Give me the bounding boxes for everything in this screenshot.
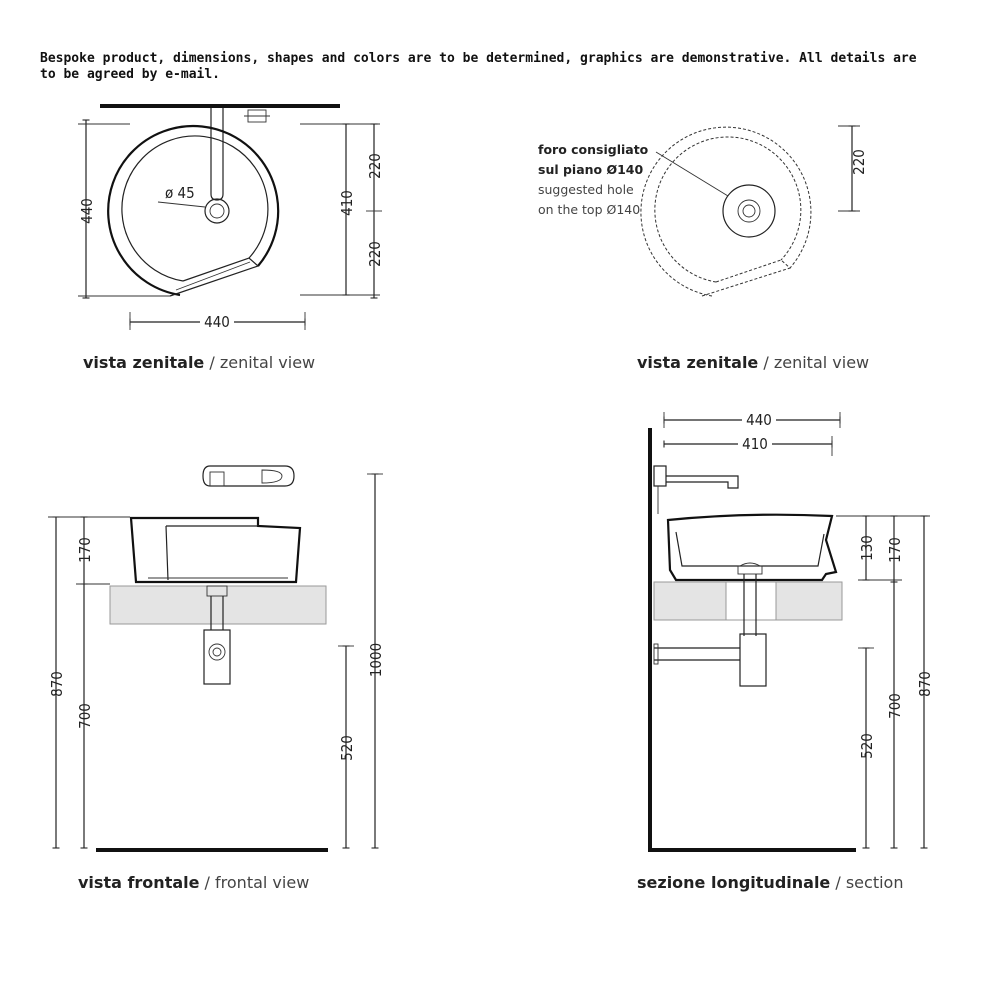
spout <box>211 108 223 200</box>
drain-ring <box>738 200 760 222</box>
dim-depth-130: 130 <box>858 535 876 561</box>
basin-section <box>668 515 836 580</box>
dim-outer-440: 440 <box>746 411 772 429</box>
caption-bottom-right: sezione longitudinale / section <box>637 873 904 892</box>
dim-width-440: 440 <box>204 313 230 331</box>
disclaimer-text: Bespoke product, dimensions, shapes and colors are to be determined, graphics are demonstrative. All details are to be agreed by e-mail. <box>40 51 917 82</box>
dim-inner-410-section: 410 <box>742 435 768 453</box>
basin-outer <box>108 126 278 295</box>
dim-bowl-170-section: 170 <box>886 537 904 563</box>
caption-top-left: vista zenitale / zenital view <box>83 353 316 372</box>
note-it-line-2: sul piano Ø140 <box>538 162 644 177</box>
dim-upper-220: 220 <box>366 153 384 179</box>
dim-drain-520-section: 520 <box>858 733 876 759</box>
countertop <box>110 586 326 624</box>
dim-counter-700: 700 <box>76 703 94 729</box>
note-it-line-1: foro consigliato <box>538 142 649 157</box>
dim-drain-520: 520 <box>338 735 356 761</box>
dim-counter-700-section: 700 <box>886 693 904 719</box>
caption-top-right: vista zenitale / zenital view <box>637 353 870 372</box>
tap-front <box>203 466 294 486</box>
top-right-view <box>538 126 869 372</box>
basin-outline-dashed <box>641 127 811 296</box>
dim-total-870-section: 870 <box>916 671 934 697</box>
siphon-trap <box>204 630 230 684</box>
hole-leader-line <box>656 152 728 196</box>
drain-inner <box>210 204 224 218</box>
dim-upper-220-right: 220 <box>850 149 868 175</box>
suggested-hole <box>723 185 775 237</box>
dim-inner-410: 410 <box>338 190 356 216</box>
dim-total-1000: 1000 <box>367 642 385 678</box>
dim-height-440: 440 <box>78 198 96 224</box>
tap-section <box>654 466 666 486</box>
top-left-view <box>78 106 384 372</box>
bottom-right-view <box>637 411 934 892</box>
dim-total-870: 870 <box>48 671 66 697</box>
dim-bowl-170: 170 <box>76 537 94 563</box>
caption-bottom-left: vista frontale / frontal view <box>78 873 310 892</box>
note-en-line-2: on the top Ø140 <box>538 202 641 217</box>
dim-lower-220: 220 <box>366 241 384 267</box>
drain-diameter-label: ø 45 <box>165 184 195 202</box>
bottom-left-view <box>48 466 385 892</box>
basin-front <box>131 518 300 582</box>
siphon-section <box>740 634 766 686</box>
drain-outer <box>205 199 229 223</box>
note-en-line-1: suggested hole <box>538 182 634 197</box>
